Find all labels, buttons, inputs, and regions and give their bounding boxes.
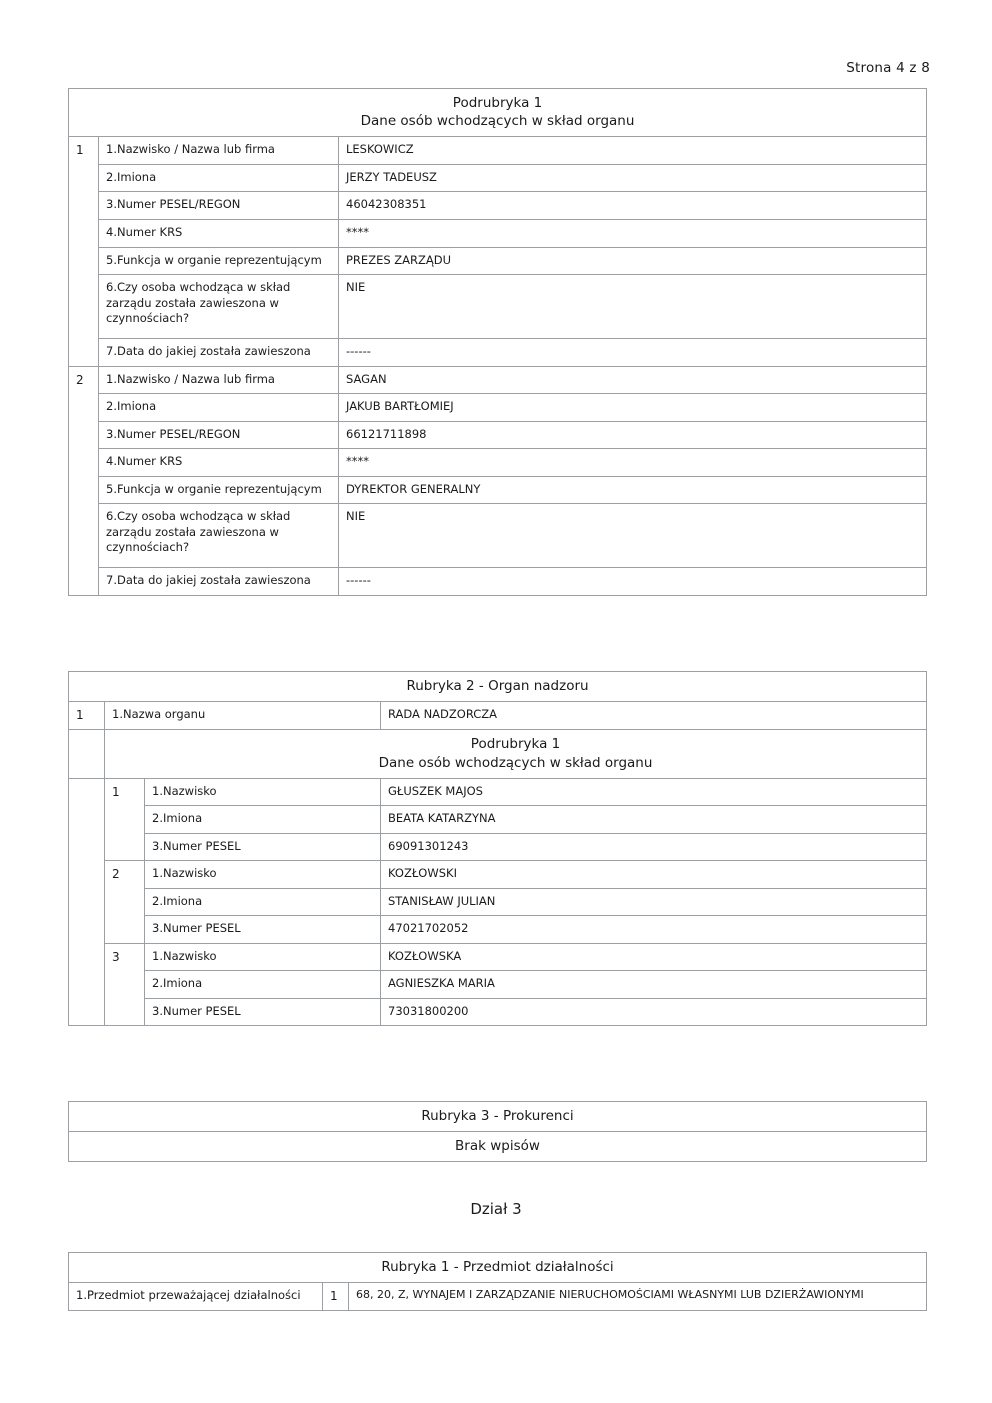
table-title-row — [69, 89, 927, 137]
field-value: ------ — [339, 339, 927, 367]
table-row — [69, 778, 927, 806]
dzial3-rubryka-1-table — [68, 1252, 927, 1311]
field-label: 3.Numer PESEL/REGON — [99, 192, 339, 220]
field-value: ------ — [339, 568, 927, 596]
table-row — [69, 916, 927, 944]
podrubryka-title-cell — [105, 730, 927, 778]
field-value: BEATA KATARZYNA — [381, 806, 927, 834]
member-index: 1 — [105, 778, 145, 861]
field-label: 1.Nazwisko / Nazwa lub firma — [99, 137, 339, 165]
table-row — [69, 247, 927, 275]
table-row — [69, 192, 927, 220]
field-label: 5.Funkcja w organie reprezentującym — [99, 476, 339, 504]
member-index: 3 — [105, 943, 145, 1026]
rubryka-3-title: Rubryka 3 - Prokurenci — [69, 1102, 927, 1132]
rubryka-2-table — [68, 671, 927, 1026]
field-value: STANISŁAW JULIAN — [381, 888, 927, 916]
field-value: RADA NADZORCZA — [381, 702, 927, 730]
field-label: 5.Funkcja w organie reprezentującym — [99, 247, 339, 275]
table-rubryka-2 — [68, 671, 927, 1026]
field-value: SAGAN — [339, 366, 927, 394]
field-label: 2.Imiona — [99, 164, 339, 192]
field-value: AGNIESZKA MARIA — [381, 971, 927, 999]
table-row — [69, 339, 927, 367]
table-row — [69, 504, 927, 568]
table-row — [69, 137, 927, 165]
field-value: JAKUB BARTŁOMIEJ — [339, 394, 927, 422]
field-label: 6.Czy osoba wchodząca w skład zarządu została zawieszona w czynnościach? — [99, 504, 339, 568]
field-label: 2.Imiona — [99, 394, 339, 422]
field-label: 1.Przedmiot przeważającej działalności — [69, 1283, 323, 1311]
page-number-label: Strona 4 z 8 — [846, 60, 930, 76]
field-label: 1.Nazwisko — [145, 943, 381, 971]
field-label: 7.Data do jakiej została zawieszona — [99, 568, 339, 596]
field-value: **** — [339, 219, 927, 247]
podrubryka-subtitle: Dane osób wchodzących w skład organu — [360, 113, 635, 130]
person-index: 1 — [69, 137, 99, 366]
spacer-cell — [69, 730, 105, 778]
table-row — [69, 1283, 927, 1311]
field-value: **** — [339, 449, 927, 477]
table-title-row — [69, 1253, 927, 1283]
table-row — [69, 888, 927, 916]
table-row — [69, 943, 927, 971]
podrubryka-title: Podrubryka 1 — [452, 95, 543, 111]
dzial-3-heading: Dział 3 — [470, 1200, 522, 1218]
field-value: GŁUSZEK MAJOS — [381, 778, 927, 806]
table-row — [69, 833, 927, 861]
rubryka-3-table — [68, 1101, 927, 1162]
field-label: 4.Numer KRS — [99, 219, 339, 247]
podrubryka-title-cell — [69, 89, 927, 137]
field-label: 3.Numer PESEL — [145, 998, 381, 1026]
field-value: 66121711898 — [339, 421, 927, 449]
podrubryka-1-organ-table — [68, 88, 927, 596]
podrubryka-subtitle: Dane osób wchodzących w skład organu — [378, 754, 653, 771]
table-row — [69, 449, 927, 477]
table-row — [69, 806, 927, 834]
table-row — [69, 421, 927, 449]
table-row — [69, 394, 927, 422]
rubryka-2-title: Rubryka 2 - Organ nadzoru — [69, 672, 927, 702]
field-value: DYREKTOR GENERALNY — [339, 476, 927, 504]
field-label: 7.Data do jakiej została zawieszona — [99, 339, 339, 367]
field-label: 2.Imiona — [145, 806, 381, 834]
table-row — [69, 1132, 927, 1162]
field-value: 47021702052 — [381, 916, 927, 944]
field-value: 68, 20, Z, WYNAJEM I ZARZĄDZANIE NIERUCHOMOŚCIAMI WŁASNYMI LUB DZIERŻAWIONYMI — [349, 1283, 927, 1311]
field-label: 2.Imiona — [145, 888, 381, 916]
table-row — [69, 164, 927, 192]
field-value: NIE — [339, 275, 927, 339]
table-rubryka-3 — [68, 1101, 927, 1162]
field-value: KOZŁOWSKA — [381, 943, 927, 971]
field-value: KOZŁOWSKI — [381, 861, 927, 889]
field-label: 6.Czy osoba wchodząca w skład zarządu została zawieszona w czynnościach? — [99, 275, 339, 339]
rubryka-3-empty-text: Brak wpisów — [69, 1132, 927, 1162]
field-value: 73031800200 — [381, 998, 927, 1026]
table-row — [69, 998, 927, 1026]
field-label: 1.Nazwisko — [145, 861, 381, 889]
table-row — [69, 476, 927, 504]
table-row — [69, 971, 927, 999]
table-row — [69, 702, 927, 730]
field-label: 3.Numer PESEL/REGON — [99, 421, 339, 449]
member-index: 2 — [105, 861, 145, 944]
field-value: NIE — [339, 504, 927, 568]
item-index: 1 — [323, 1283, 349, 1311]
table-title-row — [69, 1102, 927, 1132]
table-dzial3-rubryka-1 — [68, 1252, 927, 1311]
field-value: 69091301243 — [381, 833, 927, 861]
field-value: JERZY TADEUSZ — [339, 164, 927, 192]
field-value: PREZES ZARZĄDU — [339, 247, 927, 275]
table-row — [69, 219, 927, 247]
field-label: 2.Imiona — [145, 971, 381, 999]
rubryka-2-index: 1 — [69, 702, 105, 730]
field-label: 4.Numer KRS — [99, 449, 339, 477]
field-label: 3.Numer PESEL — [145, 833, 381, 861]
field-value: 46042308351 — [339, 192, 927, 220]
table-podrubryka-1 — [68, 88, 927, 596]
table-row — [69, 366, 927, 394]
field-label: 1.Nazwisko — [145, 778, 381, 806]
table-title-row — [69, 730, 927, 778]
field-label: 1.Nazwisko / Nazwa lub firma — [99, 366, 339, 394]
field-value: LESKOWICZ — [339, 137, 927, 165]
table-title-row — [69, 672, 927, 702]
person-index: 2 — [69, 366, 99, 595]
field-label: 1.Nazwa organu — [105, 702, 381, 730]
spacer-cell — [69, 778, 105, 1026]
table-row — [69, 568, 927, 596]
field-label: 3.Numer PESEL — [145, 916, 381, 944]
table-row — [69, 275, 927, 339]
dzial3-rubryka-1-title: Rubryka 1 - Przedmiot działalności — [69, 1253, 927, 1283]
podrubryka-title: Podrubryka 1 — [470, 736, 561, 753]
table-row — [69, 861, 927, 889]
